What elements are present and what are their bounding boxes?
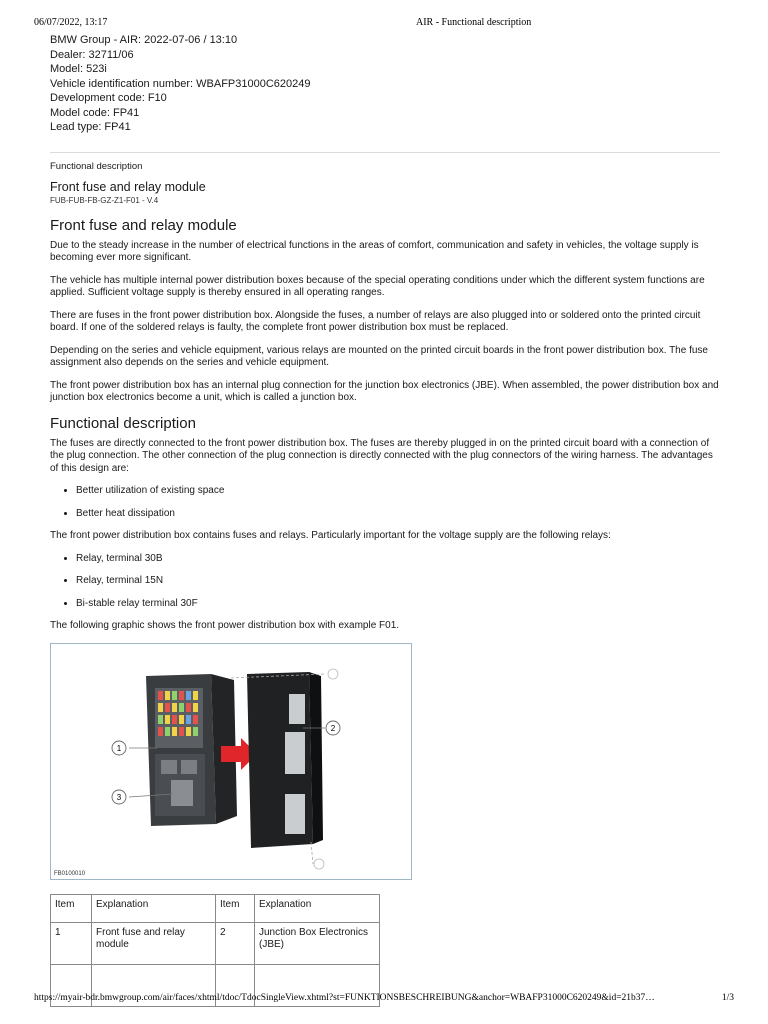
page-number: 1/3 bbox=[721, 993, 734, 1003]
list-item: • Better utilization of existing space bbox=[76, 485, 720, 498]
table-header: Explanation bbox=[255, 894, 380, 922]
document-code: FUB-FUB-FB-GZ-Z1-F01 - V.4 bbox=[50, 195, 159, 205]
print-url: https://myair-bdr.bmwgroup.com/air/faces/xhtml/tdoc/TdocSingleView.xhtml?st=FUNKTIONSBESCHREIBUNG&anchor=WBAFP31000C620249&id=21b37… bbox=[34, 993, 655, 1003]
meta-line: Lead type: FP41 bbox=[50, 121, 131, 133]
list-item: • Relay, terminal 15N bbox=[76, 575, 720, 588]
vehicle-metadata bbox=[50, 33, 720, 135]
power-distribution-box-figure bbox=[50, 643, 412, 880]
paragraph: The front power distribution box has an internal plug connection for the junction box electronics (JBE). When assembled, the power distribution box and junction box electronics become a unit, which is called a junction box. bbox=[50, 379, 719, 403]
jbe-connector bbox=[285, 794, 305, 834]
table-header: Explanation bbox=[92, 894, 216, 922]
relay bbox=[161, 760, 177, 774]
meta-line: BMW Group - AIR: 2022-07-06 / 13:10 bbox=[50, 34, 238, 46]
meta-line: Vehicle identification number: WBAFP31000C620249 bbox=[50, 77, 311, 90]
table-cell: 2 bbox=[216, 922, 255, 964]
table-header-row bbox=[51, 894, 380, 922]
table-header: Item bbox=[51, 894, 92, 922]
paragraph: The following graphic shows the front power distribution box with example F01. bbox=[50, 620, 400, 631]
table-cell: 1 bbox=[51, 922, 92, 964]
document-title: Front fuse and relay module bbox=[50, 179, 206, 194]
callout-marker bbox=[314, 859, 324, 869]
table-header: Item bbox=[216, 894, 255, 922]
fuse-grid bbox=[155, 688, 203, 748]
meta-line: Model: 523i bbox=[50, 63, 107, 75]
relay bbox=[181, 760, 197, 774]
callout-1 bbox=[112, 741, 126, 755]
svg-text:3: 3 bbox=[116, 792, 122, 802]
meta-line: Development code: F10 bbox=[50, 92, 167, 104]
jbe-connector bbox=[285, 732, 305, 774]
meta-line: Model code: FP41 bbox=[50, 106, 140, 119]
paragraph: There are fuses in the front power distribution box. Alongside the fuses, a number of relays are also plugged into or soldered onto the printed circuit board. If one of the soldered relays is faulty, the complete front power distribution box must be replaced. bbox=[50, 309, 701, 333]
relay bbox=[171, 780, 193, 806]
heading-functional-description: Functional description bbox=[50, 414, 196, 432]
callout-2 bbox=[326, 721, 340, 735]
table-cell: Front fuse and relay module bbox=[92, 922, 216, 964]
list-item: • Bi-stable relay terminal 30F bbox=[76, 598, 720, 611]
paragraph: Due to the steady increase in the number of electrical functions in the areas of comfort, communication and safety in vehicles, the voltage supply is becoming ever more significant. bbox=[50, 239, 699, 263]
print-title: AIR - Functional description bbox=[416, 17, 532, 28]
document-content bbox=[50, 33, 720, 1007]
list-item: • Relay, terminal 30B bbox=[76, 553, 720, 566]
table-cell: Junction Box Electronics (JBE) bbox=[255, 922, 380, 964]
paragraph: The vehicle has multiple internal power distribution boxes because of the special operating conditions under which the different system functions are applied. Sufficient voltage supply is thereby ensured in all operating ranges. bbox=[50, 274, 705, 298]
print-datetime: 06/07/2022, 13:17 bbox=[34, 17, 108, 28]
jbe-connector bbox=[289, 694, 305, 724]
advantages-list bbox=[50, 485, 720, 520]
heading-front-fuse: Front fuse and relay module bbox=[50, 216, 237, 234]
callout-marker bbox=[328, 669, 338, 679]
explanation-table bbox=[50, 894, 380, 1007]
paragraph: The fuses are directly connected to the front power distribution box. The fuses are thereby plugged in on the printed circuit board with a connection of the plug connection. The other connection of the plug connection is directly connected with the plug connectors of the wiring harness. The advantages of this design are: bbox=[50, 437, 713, 474]
svg-text:1: 1 bbox=[116, 743, 122, 753]
svg-text:2: 2 bbox=[330, 723, 336, 733]
section-label: Functional description bbox=[50, 160, 143, 172]
list-item: • Better heat dissipation bbox=[76, 508, 720, 521]
print-footer bbox=[34, 993, 734, 1007]
relays-list bbox=[50, 553, 720, 611]
meta-line: Dealer: 32711/06 bbox=[50, 48, 134, 61]
paragraph: The front power distribution box contains fuses and relays. Particularly important for the voltage supply are the following relays: bbox=[50, 530, 611, 541]
paragraph: Depending on the series and vehicle equipment, various relays are mounted on the printed circuit boards in the front power distribution box. The fuse assignment also depends on the series and vehicle equipment. bbox=[50, 344, 708, 368]
divider bbox=[50, 152, 720, 153]
print-header bbox=[34, 17, 734, 31]
figure-id: FB0100010 bbox=[54, 870, 86, 877]
distribution-box-illustration bbox=[51, 644, 411, 879]
table-row bbox=[51, 922, 380, 964]
callout-3 bbox=[112, 790, 126, 804]
callout-leader bbox=[311, 842, 313, 864]
